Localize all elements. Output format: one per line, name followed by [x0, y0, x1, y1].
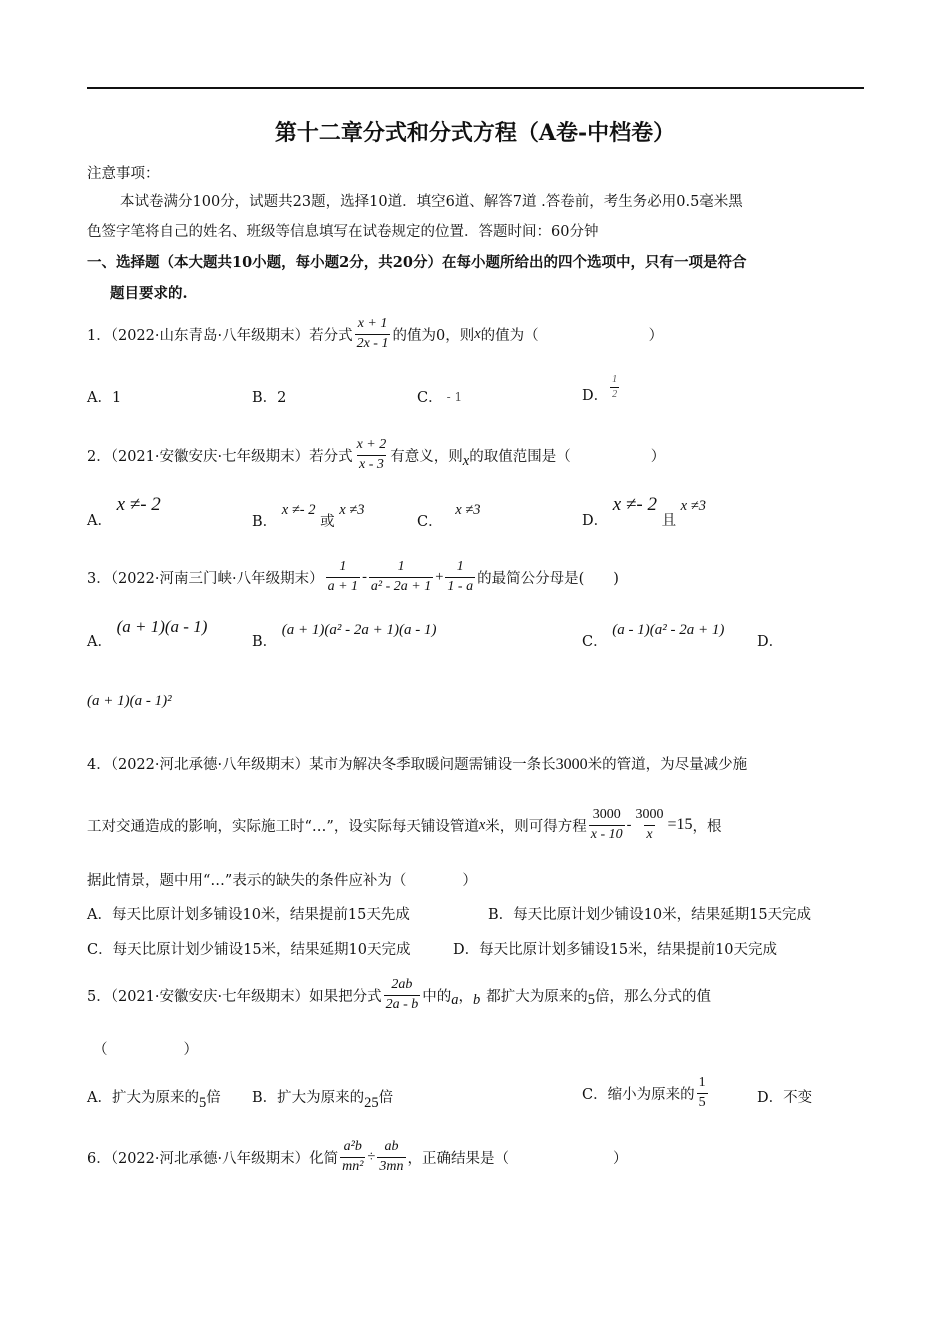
q3-fraction-2	[369, 559, 433, 596]
q1-option-a: A．1	[87, 390, 122, 406]
q1-stem-prefix: 1．（2022·山东青岛·八年级期末）若分式	[87, 327, 353, 344]
q5-option-c-numerator: 1	[698, 1074, 706, 1090]
q2-option-d-and: 且	[661, 513, 677, 529]
q3-option-a-value: (a + 1)(a - 1)	[116, 617, 208, 636]
header-rule	[87, 87, 864, 89]
q2-option-c-label: C．	[417, 514, 443, 530]
q1-variable: x	[474, 325, 481, 342]
q5-option-a-number: 5	[198, 1095, 207, 1111]
q3-frac3-denominator: 1 - a	[447, 578, 474, 594]
q3-option-b-value: (a + 1)(a² - 2a + 1)(a - 1)	[281, 622, 437, 638]
q2-option-d-label: D．	[582, 513, 609, 529]
notice-heading: 注意事项：	[87, 166, 160, 182]
q3-frac2-denominator: a² - 2a + 1	[370, 578, 432, 594]
q2-frac-denominator: x - 3	[358, 456, 384, 472]
q5-paren-open: （	[93, 1042, 108, 1058]
q5-frac-denominator: 2a - b	[385, 996, 419, 1012]
q5-option-a	[87, 1086, 221, 1111]
q4-frac1-numerator: 3000	[592, 806, 621, 822]
q3-operator-plus: +	[435, 568, 444, 585]
q5-stem-post: 都扩大为原来的	[486, 988, 588, 1005]
q5-stem-prefix: 5．（2021·安徽安庆·七年级期末）如果把分式	[87, 988, 382, 1005]
q3-option-b-label: B．	[252, 634, 278, 650]
q5-fraction	[384, 977, 421, 1014]
q3-frac1-numerator: 1	[339, 558, 347, 574]
q6-fraction-2	[377, 1139, 405, 1176]
q4-variable: x	[478, 816, 486, 833]
q3-option-a	[87, 616, 208, 650]
q2-option-a	[87, 494, 161, 529]
q1-option-c-label: C．	[417, 390, 443, 406]
q2-option-d	[582, 494, 706, 529]
q5-option-b-text: B．扩大为原来的	[252, 1090, 365, 1106]
q6-frac1-numerator: a²b	[343, 1138, 362, 1154]
q4-option-d: D．每天比原计划多铺设15米，结果提前10天完成	[453, 942, 778, 958]
q1-option-d-numerator: 1	[612, 373, 618, 385]
q2-stem-suffix: 的取值范围是（	[469, 448, 571, 465]
q6-fraction-1	[340, 1139, 365, 1176]
q2-option-c-value: x ≠3	[455, 502, 481, 518]
q2-option-b-or: 或	[320, 514, 335, 530]
q5-option-a-suffix: 倍	[206, 1090, 221, 1106]
q1-stem-mid: 的值为0，则	[392, 327, 475, 344]
q5-variable-a: a	[451, 991, 459, 1008]
q4-frac1-denominator: x - 10	[590, 826, 623, 842]
q2-variable: x	[462, 452, 470, 469]
q1-option-d	[582, 372, 621, 416]
notice-line-1: 本试卷满分100分，试题共23题，选择10道．填空6道、解答7道 .答卷前，考生务必用0.5毫米黑	[120, 194, 743, 210]
q3-option-d-label: D．	[757, 634, 784, 650]
q2-option-d-value-1: x ≠- 2	[612, 494, 657, 515]
q2-option-b-value-2: x ≠3	[339, 502, 365, 518]
q4-option-a: A．每天比原计划多铺设10米，结果提前15天先成	[87, 907, 410, 923]
q1-fraction	[355, 316, 391, 353]
q5-stem-suffix: 倍，那么分式的值	[595, 988, 712, 1005]
q1-option-d-label: D．	[582, 387, 609, 404]
q3-fraction-3	[445, 559, 475, 596]
q5-multiplier: 5	[587, 991, 596, 1008]
q4-length: 3000	[555, 756, 588, 773]
q4-equation-rhs: =15	[667, 816, 693, 833]
question-4-line-1	[87, 753, 747, 774]
notice-line-2: 色签字笔将自己的姓名、班级等信息填写在试卷规定的位置．答题时间：60分钟	[87, 224, 599, 240]
q5-frac-numerator: 2ab	[391, 976, 413, 992]
q5-comma: ，	[458, 988, 474, 1005]
q1-frac-denominator: 2x - 1	[356, 335, 389, 351]
q4-paren-close: ）	[462, 873, 477, 889]
q2-stem-prefix: 2．（2021·安徽安庆·七年级期末）若分式	[87, 448, 353, 465]
q6-frac2-denominator: 3mn	[379, 1158, 404, 1174]
q5-option-c-fraction	[697, 1075, 708, 1112]
section-heading-line-2: 题目要求的.	[110, 285, 188, 302]
q2-option-a-label: A．	[87, 513, 112, 529]
q1-option-b: B．2	[252, 390, 287, 406]
q4-line2-prefix: 工对交通造成的影响，实际施工时“…”，设实际每天铺设管道	[87, 818, 479, 835]
q5-option-b-suffix: 倍	[378, 1090, 394, 1106]
q2-option-a-value: x ≠- 2	[116, 494, 161, 515]
q3-option-d-value: (a + 1)(a - 1)²	[87, 693, 172, 709]
q5-option-b	[252, 1086, 394, 1111]
q2-stem-mid: 有意义，则	[390, 448, 463, 465]
q4-option-c: C．每天比原计划少铺设15米，结果延期10天完成	[87, 942, 411, 958]
q4-fraction-2	[634, 807, 666, 844]
q6-operator-divide: ÷	[367, 1148, 376, 1165]
q4-frac2-denominator: x	[646, 826, 653, 842]
q2-paren-close: ）	[650, 448, 666, 465]
question-2	[87, 432, 665, 478]
q3-option-c-value: (a - 1)(a² - 2a + 1)	[612, 622, 725, 638]
q2-option-b-label: B．	[252, 514, 278, 530]
q1-paren-close: ）	[648, 327, 664, 344]
question-3	[87, 554, 619, 600]
question-5	[87, 970, 711, 1020]
q3-option-b	[252, 618, 437, 650]
q5-answer-paren	[93, 1038, 198, 1059]
q3-option-a-label: A．	[87, 634, 112, 650]
q2-fraction	[355, 437, 389, 474]
q4-frac2-numerator: 3000	[635, 806, 664, 822]
q1-frac-numerator: x + 1	[357, 315, 388, 331]
q6-stem-prefix: 6．（2022·河北承德·八年级期末）化简	[87, 1150, 339, 1167]
q5-option-c	[582, 1070, 710, 1116]
q4-line2-suffix: ，根	[692, 818, 722, 835]
q5-option-c-text: C．缩小为原来的	[582, 1086, 695, 1103]
q6-paren-close: ）	[613, 1150, 628, 1167]
q3-operator-minus: -	[362, 568, 367, 585]
q6-stem-suffix: ，正确结果是（	[407, 1150, 509, 1167]
question-1	[87, 311, 663, 357]
q3-stem-suffix: 的最简公分母是( )	[477, 570, 619, 587]
q5-option-d: D．不变	[757, 1090, 813, 1106]
q4-line3-text: 据此情景，题中用“…”表示的缺失的条件应补为（	[87, 873, 407, 889]
q4-fraction-1	[589, 807, 625, 844]
q3-fraction-1	[326, 559, 360, 596]
q3-option-c-label: C．	[582, 634, 608, 650]
page-title: 第十二章分式和分式方程（A卷-中档卷）	[274, 120, 676, 146]
section-heading-line-1: 一、选择题（本大题共10小题，每小题2分，共20分）在每小题所给出的四个选项中，只有一项是符合	[87, 254, 747, 271]
q3-frac1-denominator: a + 1	[327, 578, 359, 594]
question-4-line-2: 工对交通造成的影响，实际施工时“…”，设实际每天铺设管道 x 米，则可得方程 $\frac{3000}{x - 10}$ - $\frac{3000}{x}$ =15 ，根	[87, 806, 722, 842]
q3-stem-prefix: 3．（2022·河南三门峡·八年级期末）	[87, 570, 324, 587]
q5-paren-close: ）	[183, 1042, 198, 1058]
q1-option-d-denominator: 2	[612, 388, 618, 400]
q4-option-b: B．每天比原计划少铺设10米，结果延期15天完成	[488, 907, 812, 923]
q2-option-c	[417, 498, 481, 530]
q5-option-a-text: A．扩大为原来的	[87, 1090, 199, 1106]
q2-frac-numerator: x + 2	[356, 436, 387, 452]
q4-line1-suffix: 米的管道，为尽量减少施	[587, 757, 748, 773]
q6-frac1-denominator: mn²	[342, 1158, 364, 1174]
q1-option-c	[417, 386, 462, 407]
q4-line2-mid: 米，则可得方程	[485, 818, 587, 835]
q5-stem-mid: 中的	[422, 988, 452, 1005]
q6-frac2-numerator: ab	[384, 1138, 399, 1154]
q2-option-d-value-2: x ≠3	[680, 498, 706, 514]
q1-option-c-value: - 1	[446, 389, 463, 404]
q4-line1-prefix: 4．（2022·河北承德·八年级期末）某市为解决冬季取暖问题需铺设一条长	[87, 757, 556, 773]
q1-option-d-fraction	[610, 374, 619, 401]
q5-option-c-denominator: 5	[698, 1094, 706, 1110]
question-6	[87, 1132, 628, 1182]
q2-option-b	[252, 498, 365, 530]
q3-frac3-numerator: 1	[456, 558, 464, 574]
q5-option-b-number: 25	[364, 1095, 379, 1111]
question-4-line-3	[87, 869, 477, 890]
q1-stem-suffix: 的值为（	[480, 327, 539, 344]
q5-variable-b: b	[473, 991, 481, 1008]
q3-option-c	[582, 618, 725, 650]
q2-option-b-value-1: x ≠- 2	[281, 502, 316, 518]
q3-frac2-numerator: 1	[397, 558, 405, 574]
